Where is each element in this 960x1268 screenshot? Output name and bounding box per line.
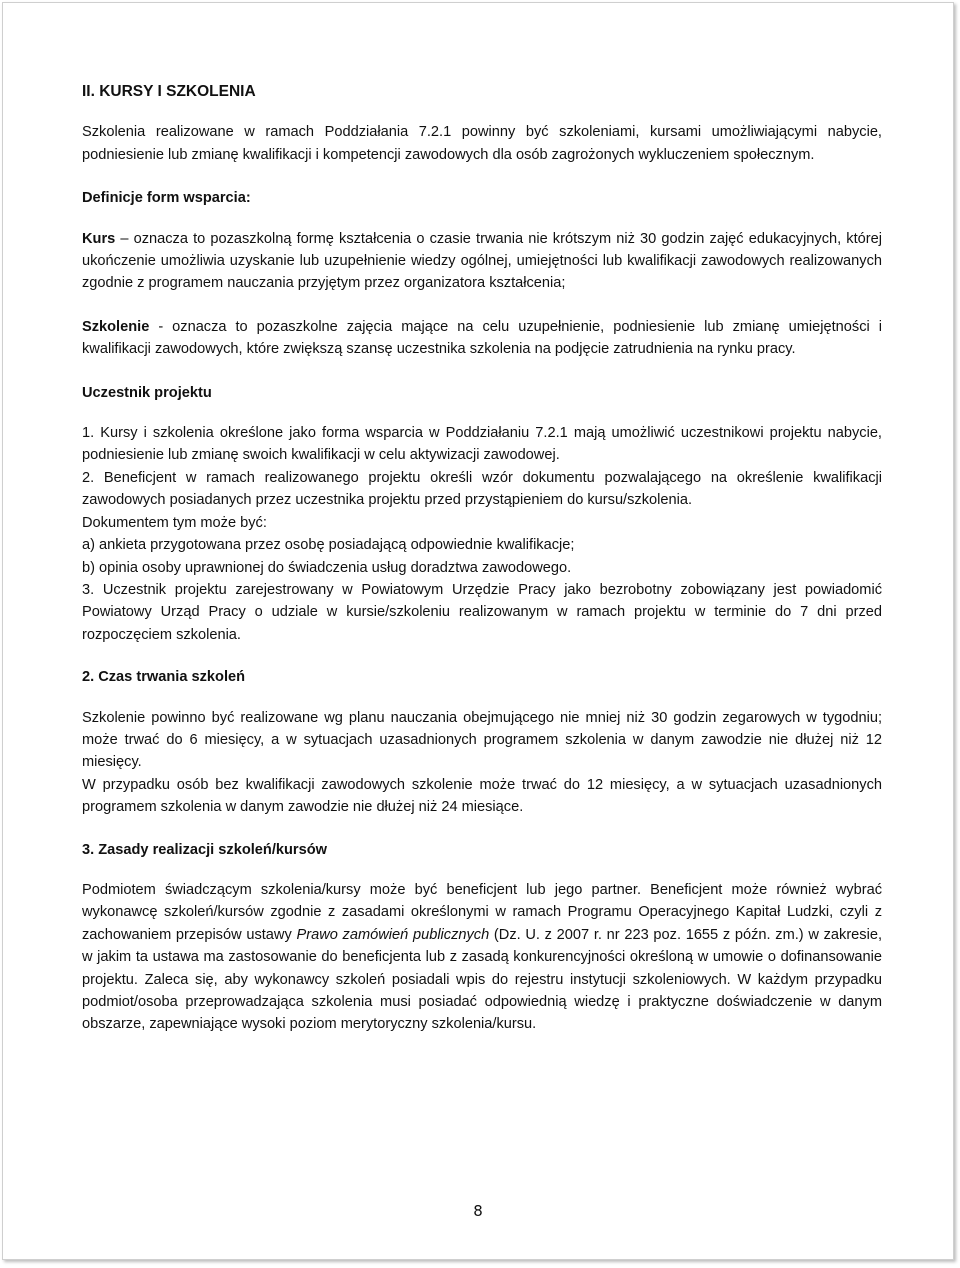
duration-heading	[82, 666, 882, 688]
definition-kurs	[82, 228, 882, 295]
participant-item-2: 2. Beneficjent w ramach realizowanego projektu określi wzór dokumentu pozwalającego na określenie kwalifikacji zawodowych posiadanych przez uczestnika projektu przed przystąpieniem do kursu/szkolenia.	[82, 469, 882, 509]
participant-item-2-a: a) ankieta przygotowana przez osobę posiadającą odpowiednie kwalifikacje;	[82, 537, 575, 554]
definition-kurs-term: Kurs	[82, 230, 116, 247]
rules-paragraph-law-title: Prawo zamówień publicznych	[296, 926, 490, 943]
duration-paragraph-1: Szkolenie powinno być realizowane wg planu nauczania obejmującego nie mniej niż 30 godzin zegarowych w tygodniu; może trwać do 6 miesięcy, a w sytuacjach uzasadnionych programem szkolenia w danym zawodzie nie dłużej niż 12 miesięcy.	[82, 709, 882, 771]
document-page	[2, 2, 954, 1260]
rules-heading-text: 3. Zasady realizacji szkoleń/kursów	[82, 841, 327, 858]
rules-heading	[82, 839, 882, 861]
participant-heading-text: Uczestnik projektu	[82, 384, 212, 401]
duration-heading-text: 2. Czas trwania szkoleń	[82, 669, 246, 686]
intro-paragraph: Szkolenia realizowane w ramach Poddziałania 7.2.1 powinny być szkoleniami, kursami umożliwiającymi nabycie, podniesienie lub zmianę kwalifikacji i kompetencji zawodowych dla osób zagrożonych wykluczeniem społecznym.	[82, 124, 882, 163]
definition-szkolenie-text: - oznacza to pozaszkolne zajęcia mające na celu uzupełnienie, podniesienie lub zmianę umiejętności i kwalifikacji zawodowych, które zwiększą szansę uczestnika szkolenia na podjęcie zatrudnienia na rynku pracy.	[82, 318, 882, 358]
rules-paragraph-part2: (Dz. U. z 2007 r. nr 223 poz. 1655 z późn. zm.) w zakresie, w jakim ta ustawa ma zastosowanie do beneficjenta lub z zasadą konkurencyjności określoną w umowie o dofinansowanie projektu. Zaleca się, aby wykonawcy szkoleń posiadali wpis do rejestru instytucji szkoleniowych. W każdym przypadku podmiot/osoba przeprowadzająca szkolenia musi posiadać odpowiednią wiedzę i praktyczne doświadczenie w danym obszarze, zapewniające wysoki poziom merytoryczny szkolenia/kursu.	[82, 926, 883, 1033]
rules-paragraph-part1: Podmiotem świadczącym szkolenia/kursy może być beneficjent lub jego partner. Beneficjent może również wybrać wykonawcę szkoleń/kursów zgodnie z zasadami określonymi w ramach Programu Operacyjnego Kapitał Ludzki, czyli z zachowaniem przepisów ustawy	[82, 881, 882, 943]
duration-paragraph-2: W przypadku osób bez kwalifikacji zawodowych szkolenie może trwać do 12 miesięcy, a w sytuacjach uzasadnionych programem szkolenia w danym zawodzie nie dłużej niż 24 miesiące.	[82, 776, 882, 816]
participant-item-3: 3. Uczestnik projektu zarejestrowany w Powiatowym Urzędzie Pracy jako bezrobotny zobowiązany jest powiadomić Powiatowy Urząd Pracy o udziale w kursie/szkoleniu realizowanym w ramach projektu w terminie do 7 dni przed rozpoczęciem szkolenia.	[82, 581, 882, 643]
definition-kurs-text: – oznacza to pozaszkolną formę kształcenia o czasie trwania nie krótszym niż 30 godzin zajęć edukacyjnych, której ukończenie umożliwia uzyskanie lub uzupełnienie wiedzy ogólnej, umiejętności lub kwalifikacji zawodowych realizowanych zgodnie z programem nauczania przyjętym przez organizatora kształcenia;	[82, 230, 882, 292]
participant-item-2-doc: Dokumentem tym może być:	[82, 514, 267, 531]
definitions-heading-text: Definicje form wsparcia:	[82, 190, 251, 207]
definition-szkolenie-term: Szkolenie	[82, 318, 150, 335]
participant-item-1: 1. Kursy i szkolenia określone jako forma wsparcia w Poddziałaniu 7.2.1 mają umożliwić uczestnikowi projektu nabycie, podniesienie lub zmianę swoich kwalifikacji w celu aktywizacji zawodowej.	[82, 425, 882, 464]
participant-item-2-b: b) opinia osoby uprawnionej do świadczenia usług doradztwa zawodowego.	[82, 559, 572, 576]
definitions-heading	[82, 187, 882, 209]
page-number: 8	[473, 1202, 483, 1220]
section-title: II. KURSY I SZKOLENIA	[82, 83, 256, 100]
rules-paragraph	[82, 879, 882, 1036]
participant-heading	[82, 382, 882, 404]
definition-szkolenie	[82, 316, 882, 361]
page-content	[82, 81, 882, 1036]
